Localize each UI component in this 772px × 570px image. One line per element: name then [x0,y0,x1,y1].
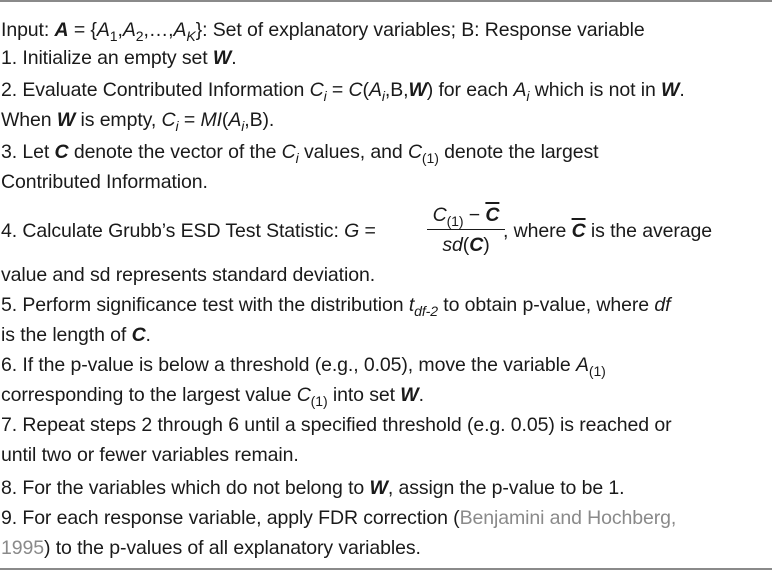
c-bar-symbol: $\overline{C}$ [485,204,500,226]
vector-c-symbol: C [54,141,69,163]
citation-link[interactable]: Benjamini and Hochberg, [459,507,677,529]
step-6-continuation: corresponding to the largest value [1,384,297,406]
step-1-text: 1. Initialize an empty set [1,47,213,69]
step-5-line-1 [1,294,671,319]
when-text: When [1,109,57,131]
c1-symbol: C [432,204,447,226]
step-1 [1,49,237,69]
step-2-mid-text: ) for each [426,79,514,101]
input-line [1,19,645,44]
step-7-line-1 [1,416,671,436]
step-3-tail-text: denote the largest [438,141,599,163]
average-text: is the average [585,220,712,242]
equals-text: = [326,79,349,101]
c-function-symbol: C [348,79,363,101]
step-4-continuation: value and sd represents standard deviation. [1,264,376,286]
c1-subscript: (1) [446,212,464,229]
period: . [231,47,237,69]
into-set-text: into set [327,384,401,406]
equals-text: = [359,220,376,242]
step-9-line-2 [1,539,421,559]
args-close-text: ,B). [244,109,275,131]
mi-symbol: MI [200,109,222,131]
set-w-symbol: W [661,79,680,101]
equals-text: = [178,109,201,131]
c1-subscript: (1) [421,149,439,166]
ci-symbol: C [161,109,176,131]
c1-symbol: C [407,141,422,163]
step-4-line-1 [1,222,376,242]
step-4-text: 4. Calculate Grubb’s ESD Test Statistic: [1,220,345,242]
a1-symbol: A [96,19,110,41]
is-empty-text: is empty, [75,109,162,131]
ai-subscript: i [241,117,245,134]
step-4-line-2 [1,266,375,286]
ai-symbol: A [368,79,382,101]
paren-open: ( [221,109,229,131]
set-w-symbol: W [212,47,232,69]
step-7-continuation: until two or fewer variables remain. [1,444,299,466]
comma-text: , [117,19,123,41]
a1-subscript: (1) [588,362,606,379]
sd-symbol: sd [442,234,463,256]
ci-symbol: C [281,141,296,163]
input-description: }: Set of explanatory variables; B: Response variable [195,19,645,41]
step-3-text: 3. Let [1,141,55,163]
minus-sign: − [463,204,486,226]
input-label: Input: [1,19,55,41]
step-6-line-1 [1,354,606,379]
a2-symbol: A [122,19,136,41]
step-9-text: 9. For each response variable, apply FDR correction ( [1,507,460,529]
ak-symbol: A [173,19,187,41]
step-5-mid-text: to obtain p-value, where [437,294,655,316]
ai-symbol: A [513,79,527,101]
fraction-numerator [427,204,505,227]
t-symbol: t [408,294,415,316]
fraction-bar [427,229,505,230]
step-3-line-2 [1,173,208,193]
set-a-symbol: A [54,19,69,41]
step-7-text: 7. Repeat steps 2 through 6 until a specified threshold (e.g. 0.05) is reached or [1,414,672,436]
step-9-continuation: ) to the p-values of all explanatory variables. [43,537,421,559]
c-bar-symbol: $\overline{C}$ [571,220,586,242]
set-w-symbol: W [408,79,427,101]
grubbs-fraction [427,202,505,258]
step-3-mid-text: denote the vector of the [68,141,282,163]
citation-year-link[interactable]: 1995 [1,537,44,559]
step-8-text: 8. For the variables which do not belong to [1,477,370,499]
step-8 [1,479,624,499]
set-w-symbol: W [369,477,388,499]
step-7-line-2 [1,446,299,466]
step-8-tail-text: , assign the p-value to be 1. [387,477,625,499]
ak-subscript: K [186,27,196,44]
set-w-symbol: W [56,109,76,131]
fraction-denominator [427,234,505,257]
step-2-tail-text: which is not in [529,79,662,101]
a2-subscript: 2 [135,27,144,44]
df-symbol: df [654,294,671,316]
ci-subscript: i [323,87,327,104]
step-9-line-1 [1,509,676,529]
step-5-text: 5. Perform significance test with the distribution [1,294,409,316]
paren-open: ( [362,79,369,101]
ai-subscript: i [526,87,530,104]
ci-subscript: i [175,117,179,134]
step-4-tail [503,222,712,242]
a1-subscript: 1 [109,27,118,44]
args-text: ,B, [384,79,409,101]
set-w-symbol: W [400,384,419,406]
ai-symbol: A [228,109,242,131]
ci-subscript: i [295,149,299,166]
step-2-line-2 [1,109,275,134]
step-2-text: 2. Evaluate Contributed Information [1,79,310,101]
ai-subscript: i [381,87,385,104]
values-text: values, and [298,141,408,163]
step-6-line-2 [1,384,424,409]
t-subscript: df-2 [414,302,438,319]
paren-open: ( [462,234,470,256]
step-3-line-1 [1,141,599,166]
step-2-line-1 [1,79,685,104]
equals-text: = { [68,19,97,41]
step-6-text: 6. If the p-value is below a threshold (e.g., 0.05), move the variable [1,354,576,376]
c1-symbol: C [296,384,311,406]
a1-symbol: A [575,354,589,376]
step-5-line-2 [1,326,151,346]
step-5-continuation: is the length of [1,324,132,346]
where-text: , where [503,220,572,242]
g-symbol: G [344,220,360,242]
step-3-continuation: Contributed Information. [1,171,208,193]
c1-subscript: (1) [310,392,328,409]
vector-c-symbol: C [131,324,146,346]
ci-symbol: C [309,79,324,101]
vector-c-symbol: C [469,234,484,256]
ellipsis-text: ,…, [143,19,174,41]
period: . [679,79,685,101]
period: . [145,324,151,346]
paren-close: ) [483,234,490,256]
period: . [418,384,424,406]
